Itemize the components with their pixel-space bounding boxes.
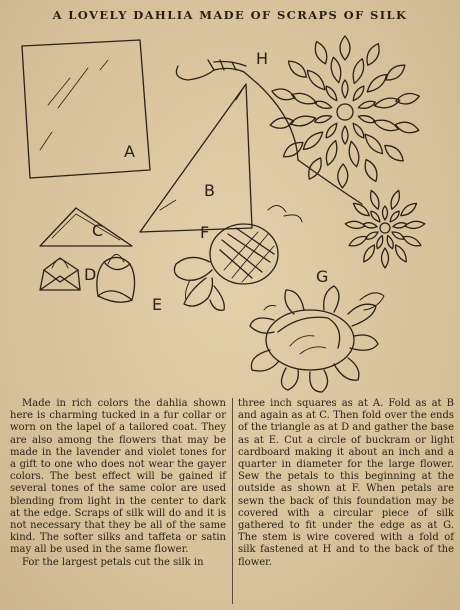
label-g: G: [316, 267, 329, 286]
label-f: F: [200, 223, 210, 242]
paragraph: Made in rich colors the dahlia shown here is charming tucked in a fur collar or worn on the lapel of a tailored coat. They are also among the flowers that may be made in the lavender and violet tones for a gift to one who does not wear the gayer colors. The best effect will be gained if several tones of the same color are used blending from light in the center to dark at the edge. Scraps of silk will do and it is not necessary that they be all of the same kind. The softer silks and taffeta or satin may all be used in the same flower.: [10, 398, 226, 556]
curl-decoration: [284, 215, 302, 222]
figure-h-stem: [176, 60, 298, 160]
figure-g-flower-back: [250, 286, 384, 392]
label-e: E: [152, 295, 163, 314]
large-dahlia: [269, 36, 420, 188]
figure-f-foundation: [174, 205, 286, 310]
label-h: H: [256, 49, 269, 68]
label-a: A: [124, 142, 135, 161]
paragraph: For the largest petals cut the silk in: [22, 556, 204, 568]
paragraph: three inch squares as at A. Fold as at B and again as at C. Then fold over the ends of the triangle as at D and gather the base as at E. Cut a circle of buckram or light cardboard making it about an inch and a quarter in diameter for the large flower. Sew the petals to this beginning at the outside as shown at F. When petals are sewn the back of this foundation may be covered with a circular piece of silk gathered to fit under the edge as at G. The stem is wire covered with a fold of silk fastened at H and to the back of the flower.: [238, 398, 454, 568]
label-d: D: [84, 265, 97, 284]
page-title: A LOVELY DAHLIA MADE OF SCRAPS OF SILK: [52, 8, 408, 22]
figure-c-triangle: [40, 208, 132, 246]
label-c: C: [92, 221, 104, 240]
label-b: B: [204, 181, 215, 200]
instructions-text: [10, 398, 454, 606]
stem-to-small-dahlia: [298, 160, 362, 204]
figure-b-triangle: [140, 84, 252, 232]
text-column-right: [238, 398, 454, 606]
text-column-left: [10, 398, 226, 606]
column-divider: [232, 398, 233, 604]
